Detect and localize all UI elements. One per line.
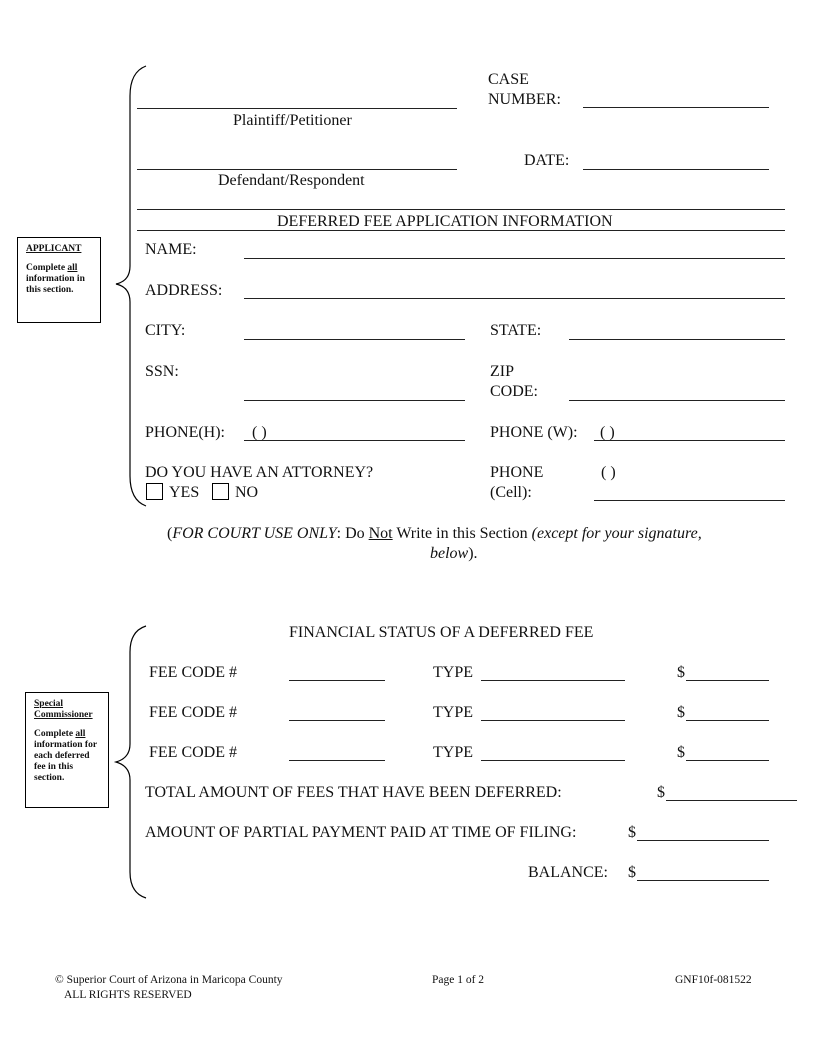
applicant-box-text-pre: Complete xyxy=(26,263,68,273)
type-label-2: TYPE xyxy=(433,704,473,721)
footer-copyright-1: © Superior Court of Arizona in Maricopa County xyxy=(55,974,283,986)
fee-code-line-3[interactable] xyxy=(289,760,385,761)
case-number-line[interactable] xyxy=(583,107,769,108)
plaintiff-label: Plaintiff/Petitioner xyxy=(233,112,352,129)
phone-w-paren: ( ) xyxy=(600,424,615,441)
commissioner-text-post: information for each deferred fee in this section. xyxy=(34,740,97,783)
applicant-box-text-all: all xyxy=(67,263,78,273)
case-label-1: CASE xyxy=(488,71,529,88)
court-note-line-1 xyxy=(167,524,702,544)
commissioner-text-all: all xyxy=(75,729,86,739)
city-label: CITY: xyxy=(145,322,186,339)
state-line[interactable] xyxy=(569,339,785,340)
zip-label-2: CODE: xyxy=(490,383,538,400)
phone-w-label: PHONE (W): xyxy=(490,424,578,441)
section-title: DEFERRED FEE APPLICATION INFORMATION xyxy=(277,213,613,230)
ssn-line[interactable] xyxy=(244,400,465,401)
partial-label: AMOUNT OF PARTIAL PAYMENT PAID AT TIME OF FILING: xyxy=(145,824,577,841)
yes-checkbox[interactable] xyxy=(146,483,163,500)
phone-w-line[interactable] xyxy=(594,440,785,441)
applicant-box-text-post: information in this section. xyxy=(26,274,85,295)
city-line[interactable] xyxy=(244,339,465,340)
attorney-question: DO YOU HAVE AN ATTORNEY? xyxy=(145,464,374,481)
zip-line[interactable] xyxy=(569,400,785,401)
ssn-label: SSN: xyxy=(145,363,179,380)
footer-copyright-2: ALL RIGHTS RESERVED xyxy=(64,989,192,1001)
state-label: STATE: xyxy=(490,322,542,339)
fee-code-line-1[interactable] xyxy=(289,680,385,681)
phone-cell-paren: ( ) xyxy=(601,464,616,481)
balance-label: BALANCE: xyxy=(528,864,608,881)
phone-cell-label-1: PHONE xyxy=(490,464,544,481)
address-label: ADDRESS: xyxy=(145,282,223,299)
phone-h-label: PHONE(H): xyxy=(145,424,225,441)
total-label: TOTAL AMOUNT OF FEES THAT HAVE BEEN DEFERRED: xyxy=(145,784,562,801)
fee-code-label-1: FEE CODE # xyxy=(149,664,237,681)
court-note-below: below xyxy=(430,545,469,562)
no-checkbox[interactable] xyxy=(212,483,229,500)
applicant-box xyxy=(17,237,101,323)
type-label-3: TYPE xyxy=(433,744,473,761)
partial-line[interactable] xyxy=(637,840,769,841)
type-line-2[interactable] xyxy=(481,720,625,721)
court-note-not: Not xyxy=(368,525,393,542)
address-line[interactable] xyxy=(244,298,785,299)
balance-line[interactable] xyxy=(637,880,769,881)
amount-line-3[interactable] xyxy=(686,760,769,761)
court-note-close: ). xyxy=(468,545,478,562)
plaintiff-line[interactable] xyxy=(137,108,457,109)
footer-page: Page 1 of 2 xyxy=(432,974,485,986)
dollar-2: $ xyxy=(677,704,685,721)
commissioner-box xyxy=(25,692,109,808)
applicant-brace xyxy=(110,66,140,506)
fee-code-line-2[interactable] xyxy=(289,720,385,721)
commissioner-title-2: Commissioner xyxy=(34,710,93,720)
phone-cell-label-2: (Cell): xyxy=(490,484,532,501)
name-line[interactable] xyxy=(244,258,785,259)
total-line[interactable] xyxy=(666,800,797,801)
section-bottom-rule xyxy=(137,230,785,231)
amount-line-1[interactable] xyxy=(686,680,769,681)
type-line-3[interactable] xyxy=(481,760,625,761)
yes-label: YES xyxy=(169,484,200,501)
court-note-except: (except for your signature, xyxy=(531,525,702,542)
partial-dollar: $ xyxy=(628,824,636,841)
balance-dollar: $ xyxy=(628,864,636,881)
dollar-3: $ xyxy=(677,744,685,761)
section-top-rule xyxy=(137,209,785,210)
date-label: DATE: xyxy=(524,152,570,169)
footer-form-code: GNF10f-081522 xyxy=(675,974,752,986)
court-note-mid1: : Do xyxy=(336,525,369,542)
financial-title: FINANCIAL STATUS OF A DEFERRED FEE xyxy=(289,624,594,641)
phone-cell-line[interactable] xyxy=(594,500,785,501)
court-note-for-court: FOR COURT USE ONLY xyxy=(172,525,337,542)
commissioner-text-pre: Complete xyxy=(34,729,76,739)
court-note-open: ( xyxy=(167,525,173,542)
fee-code-label-2: FEE CODE # xyxy=(149,704,237,721)
no-label: NO xyxy=(235,484,259,501)
amount-line-2[interactable] xyxy=(686,720,769,721)
defendant-line[interactable] xyxy=(137,169,457,170)
defendant-label: Defendant/Respondent xyxy=(218,172,365,189)
name-label: NAME: xyxy=(145,241,197,258)
dollar-1: $ xyxy=(677,664,685,681)
total-dollar: $ xyxy=(657,784,665,801)
case-label-2: NUMBER: xyxy=(488,91,561,108)
court-note-mid2: Write in this Section xyxy=(392,525,532,542)
applicant-box-title: APPLICANT xyxy=(26,244,82,254)
court-note-line-2 xyxy=(430,544,478,564)
phone-h-line[interactable] xyxy=(244,440,465,441)
commissioner-brace xyxy=(110,626,140,898)
type-line-1[interactable] xyxy=(481,680,625,681)
phone-h-paren: ( ) xyxy=(252,424,267,441)
fee-code-label-3: FEE CODE # xyxy=(149,744,237,761)
date-line[interactable] xyxy=(583,169,769,170)
commissioner-title-1: Special xyxy=(34,699,64,709)
zip-label-1: ZIP xyxy=(490,363,514,380)
type-label-1: TYPE xyxy=(433,664,473,681)
